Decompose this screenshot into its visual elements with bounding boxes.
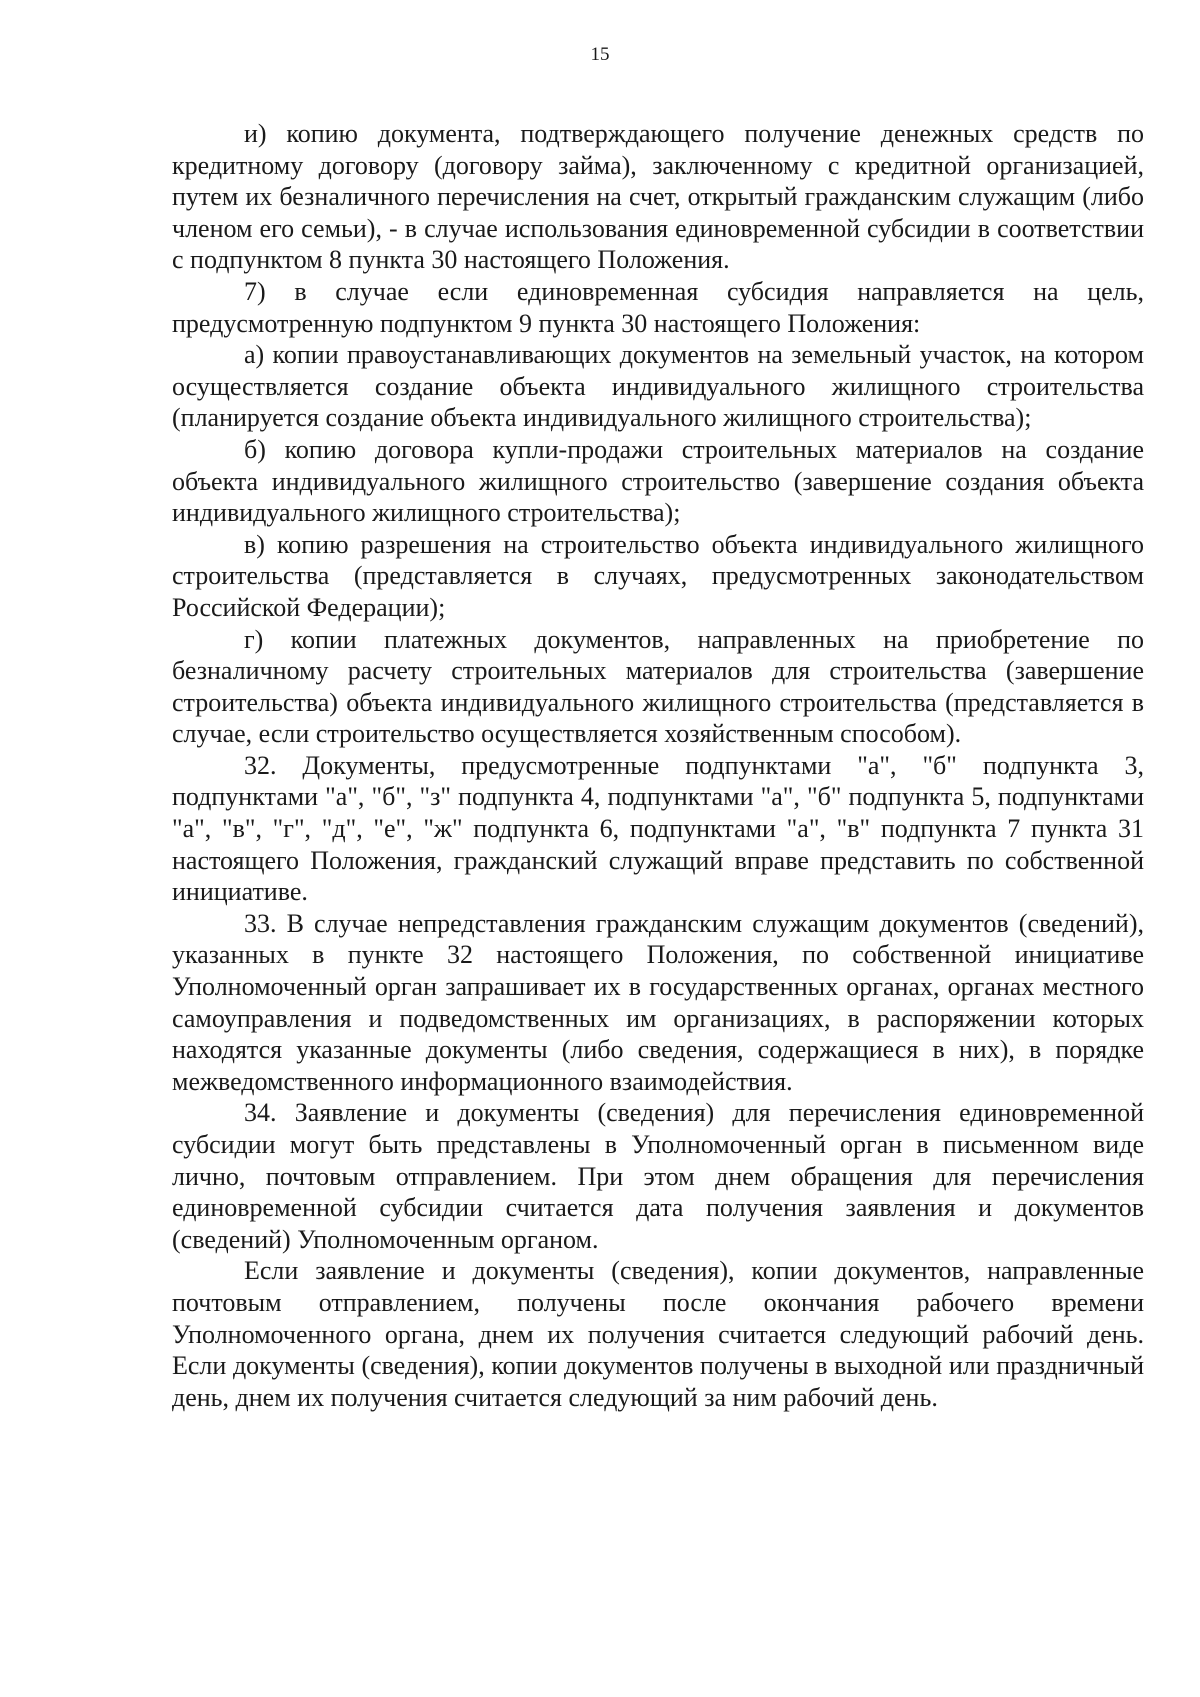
paragraph-item-i: и) копию документа, подтверждающего получение денежных средств по кредитному договору (договору займа), заключенному с кредитной организацией, путем их безналичного перечисления на счет, открытый гражданским служащим (либо членом его семьи), - в случае использования единовременной субсидии в соответствии с подпунктом 8 пункта 30 настоящего Положения. [172, 119, 1144, 275]
paragraph-subpoint-7: 7) в случае если единовременная субсидия направляется на цель, предусмотренную подпунктом 9 пункта 30 настоящего Положения: [172, 276, 1144, 338]
paragraph-item-a: а) копии правоустанавливающих документов на земельный участок, на котором осуществляется создание объекта индивидуального жилищного строительства (планируется создание объекта индивидуального жилищного строительства); [172, 340, 1144, 433]
paragraph-item-v: в) копию разрешения на строительство объекта индивидуального жилищного строительства (представляется в случаях, предусмотренных законодательством Российской Федерации); [172, 529, 1144, 622]
paragraph-point-34: 34. Заявление и документы (сведения) для перечисления единовременной субсидии могут быть представлены в Уполномоченный орган в письменном виде лично, почтовым отправлением. При этом днем обращения для перечисления единовременной субсидии считается дата получения заявления и документов (сведений) Уполномоченным органом. [172, 1098, 1144, 1254]
page-number: 15 [590, 44, 610, 65]
paragraph-item-b: б) копию договора купли-продажи строительных материалов на создание объекта индивидуального жилищного строительство (завершение создания объекта индивидуального жилищного строительства); [172, 434, 1144, 528]
paragraph-point-34-continued: Если заявление и документы (сведения), копии документов, направленные почтовым отправлением, получены после окончания рабочего времени Уполномоченного органа, днем их получения считается следующий рабочий день. Если документы (сведения), копии документов получены в выходной или праздничный день, днем их получения считается следующий за ним рабочий день. [172, 1256, 1144, 1412]
paragraph-point-32: 32. Документы, предусмотренные подпунктами "а", "б" подпункта 3, подпунктами "а", "б", "з" подпункта 4, подпунктами "а", "б" подпункта 5, подпунктами "а", "в", "г", "д", "е", "ж" подпункта 6, подпунктами "а", "в" подпункта 7 пункта 31 настоящего Положения, гражданский служащий вправе представить по собственной инициативе. [172, 750, 1144, 907]
document-body [172, 118, 1144, 1413]
paragraph-point-33: 33. В случае непредставления гражданским служащим документов (сведений), указанных в пункте 32 настоящего Положения, по собственной инициативе Уполномоченный орган запрашивает их в государственных органах, органах местного самоуправления и подведомственных им организациях, в распоряжении которых находятся указанные документы (либо сведения, содержащиеся в них), в порядке межведомственного информационного взаимодействия. [172, 908, 1144, 1096]
paragraph-item-g: г) копии платежных документов, направленных на приобретение по безналичному расчету строительных материалов для строительства (завершение строительства) объекта индивидуального жилищного строительства (представляется в случае, если строительство осуществляется хозяйственным способом). [172, 624, 1144, 749]
